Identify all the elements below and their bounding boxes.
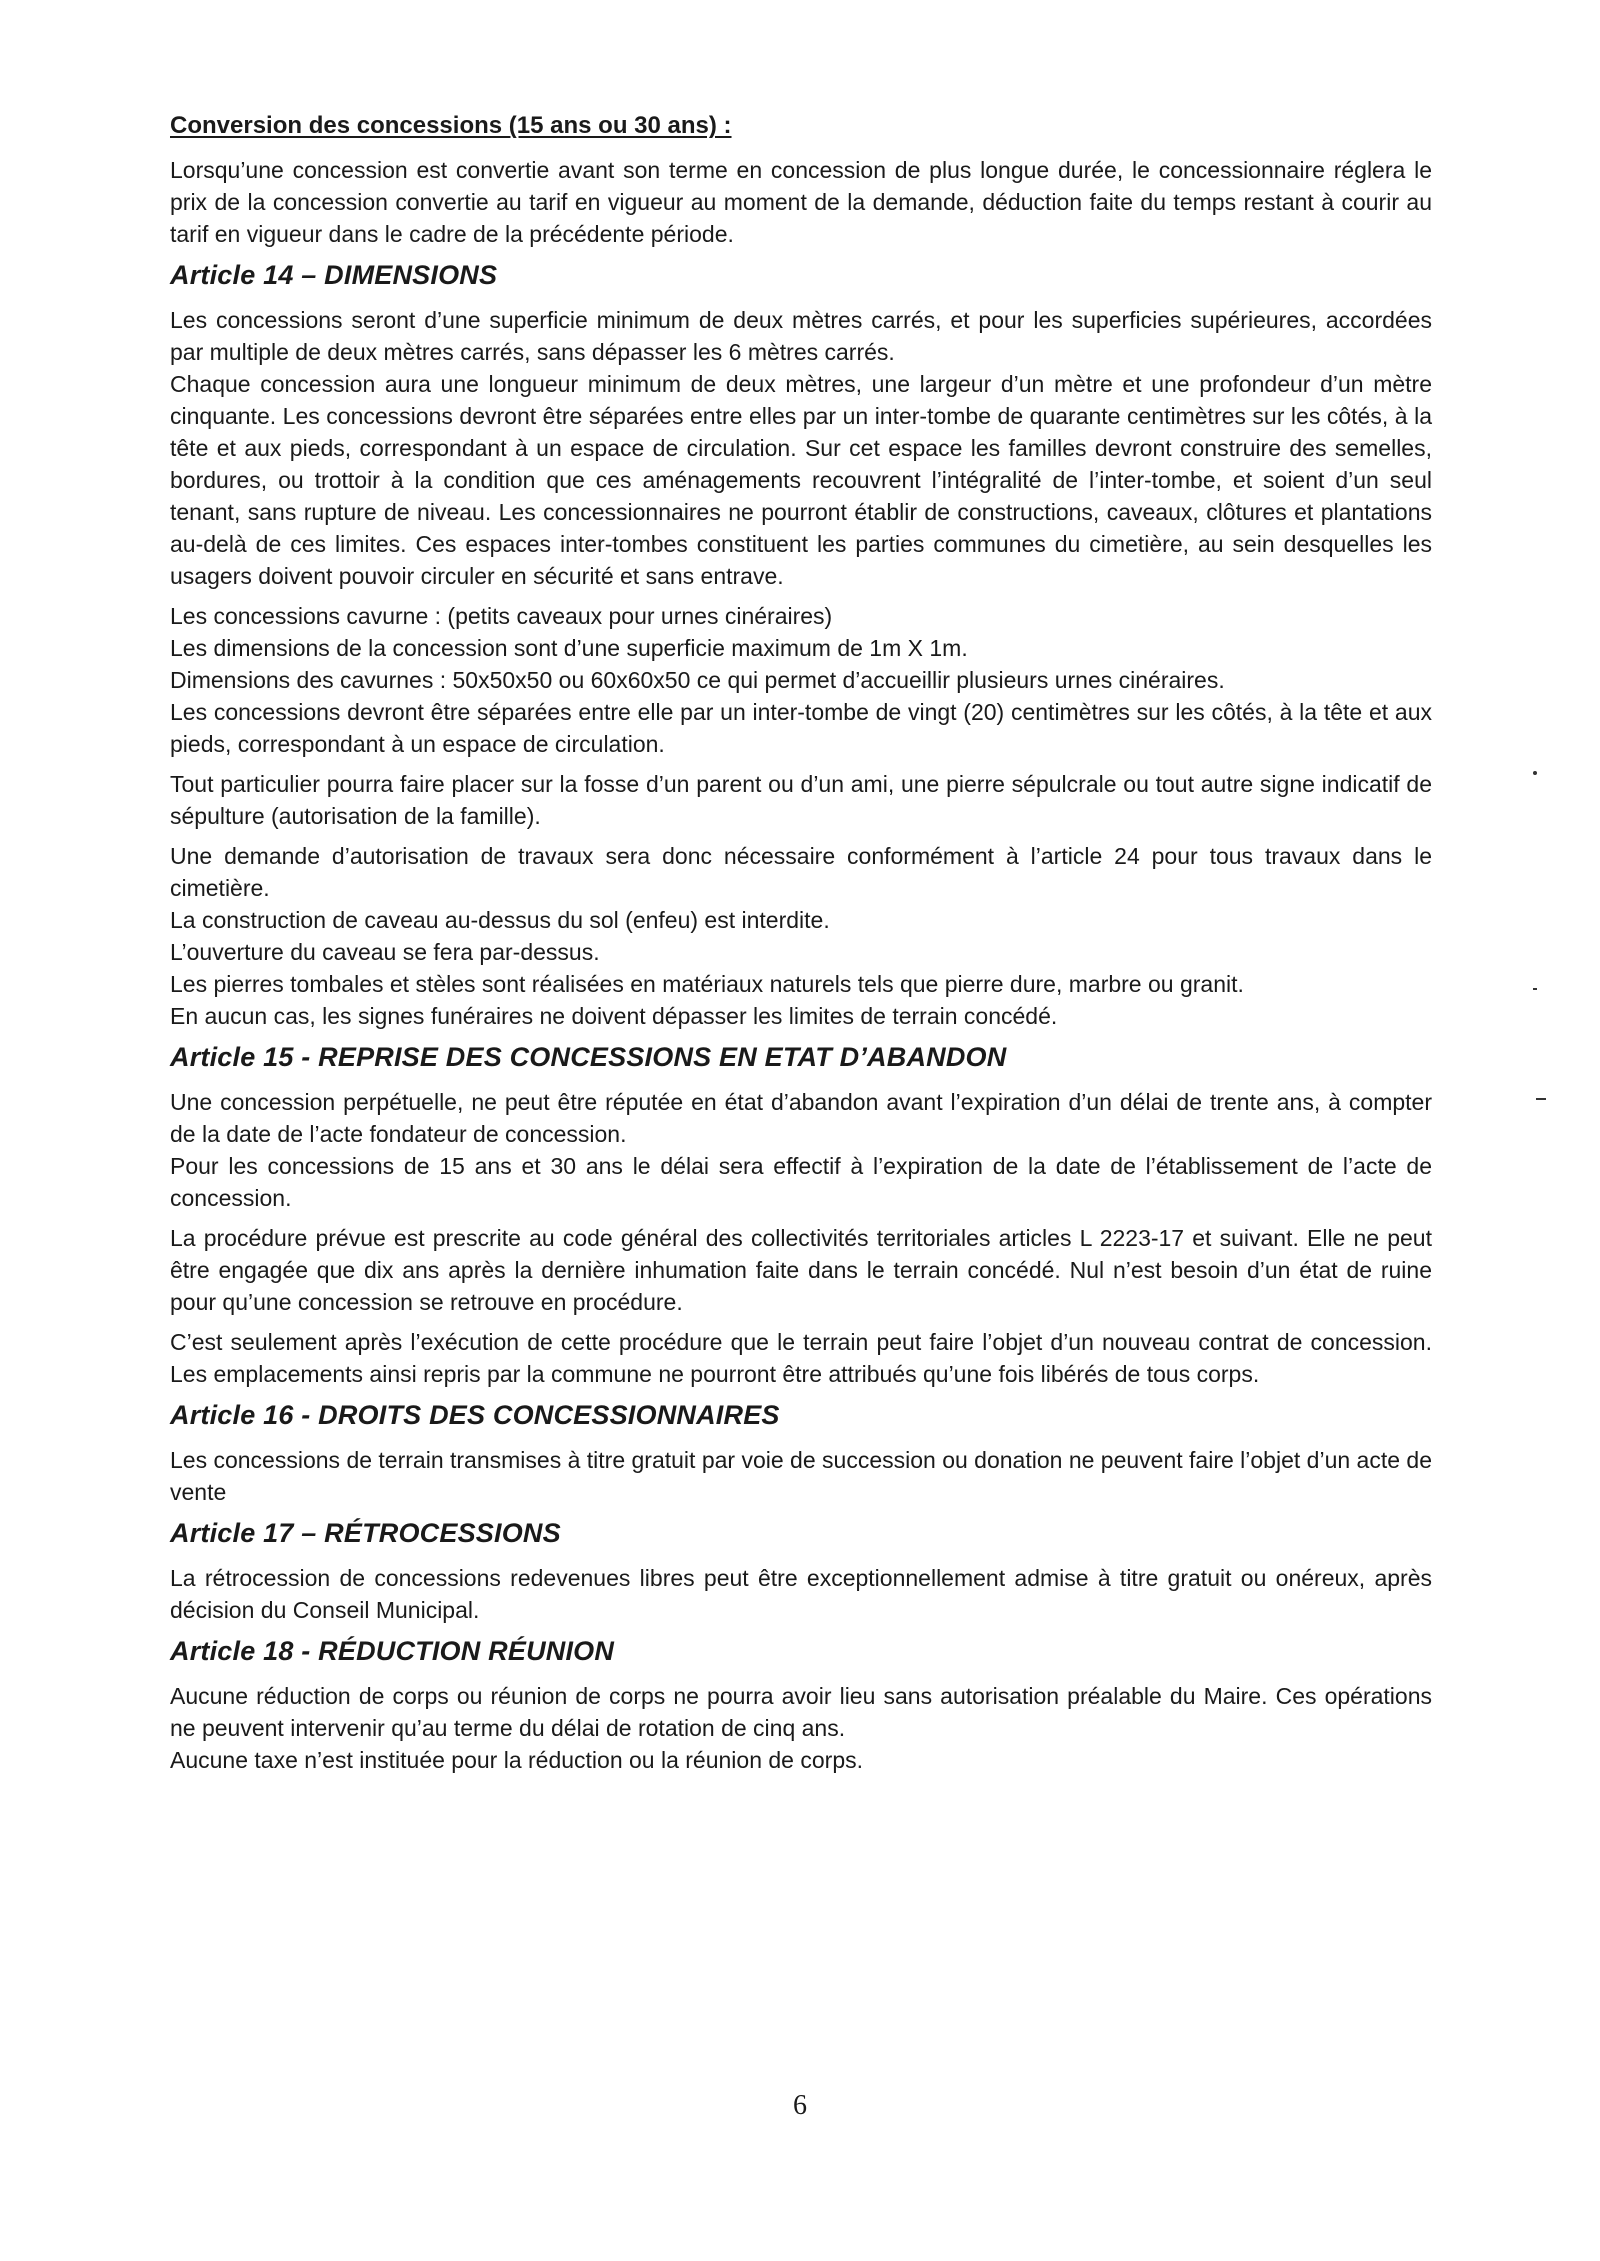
paragraph (170, 840, 1432, 1032)
paragraph (170, 768, 1432, 832)
paragraph-line: C’est seulement après l’exécution de cette procédure que le terrain peut faire l’objet d’un nouveau contrat de concession. Les emplacements ainsi repris par la commune ne pourront être attribués qu’une fois libérés de tous corps. (170, 1329, 1432, 1387)
paragraph-line: Une demande d’autorisation de travaux sera donc nécessaire conformément à l’article 24 pour tous travaux dans le cimetière. (170, 843, 1432, 901)
article-section (170, 1398, 1432, 1508)
paragraph-line: Dimensions des cavurnes : 50x50x50 ou 60x60x50 ce qui permet d’accueillir plusieurs urnes cinéraires. (170, 667, 1225, 693)
paragraph-line: L’ouverture du caveau se fera par-dessus. (170, 939, 600, 965)
paragraph-line: Tout particulier pourra faire placer sur la fosse d’un parent ou d’un ami, une pierre sépulcrale ou tout autre signe indicatif de sépulture (autorisation de la famille). (170, 771, 1432, 829)
paragraph-line: Les pierres tombales et stèles sont réalisées en matériaux naturels tels que pierre dure, marbre ou granit. (170, 971, 1244, 997)
article-heading: Article 17 – RÉTROCESSIONS (170, 1518, 561, 1548)
paragraph-line: Aucune réduction de corps ou réunion de corps ne pourra avoir lieu sans autorisation préalable du Maire. Ces opérations ne peuvent intervenir qu’au terme du délai de rotation de cinq ans. (170, 1683, 1432, 1741)
document-page (170, 110, 1432, 1784)
scan-speck (1533, 771, 1537, 775)
article-heading: Article 14 – DIMENSIONS (170, 260, 498, 290)
paragraph (170, 1086, 1432, 1214)
article-section (170, 258, 1432, 1032)
article-section (170, 1634, 1432, 1776)
paragraph-line: La rétrocession de concessions redevenues libres peut être exceptionnellement admise à titre gratuit ou onéreux, après décision du Conseil Municipal. (170, 1565, 1432, 1623)
scan-speck (1533, 988, 1537, 990)
paragraph-line: La procédure prévue est prescrite au code général des collectivités territoriales articles L 2223-17 et suivant. Elle ne peut être engagée que dix ans après la dernière inhumation faite dans le terrain concédé. Nul n’est besoin d’un état de ruine pour qu’une concession se retrouve en procédure. (170, 1225, 1432, 1315)
article-heading: Article 18 - RÉDUCTION RÉUNION (170, 1636, 615, 1666)
article-heading: Article 16 - DROITS DES CONCESSIONNAIRES (170, 1400, 780, 1430)
article-section (170, 1516, 1432, 1626)
page-number: 6 (793, 2090, 807, 2121)
articles-container (170, 258, 1432, 1776)
paragraph-line: Les concessions devront être séparées entre elle par un inter-tombe de vingt (20) centimètres sur les côtés, à la tête et aux pieds, correspondant à un espace de circulation. (170, 699, 1432, 757)
paragraph (170, 304, 1432, 592)
paragraph-line: En aucun cas, les signes funéraires ne doivent dépasser les limites de terrain concédé. (170, 1003, 1058, 1029)
article-heading: Article 15 - REPRISE DES CONCESSIONS EN ETAT D’ABANDON (170, 1042, 1007, 1072)
scan-speck (1536, 1098, 1546, 1100)
paragraph (170, 1562, 1432, 1626)
article-section (170, 1040, 1432, 1390)
paragraph-line: Une concession perpétuelle, ne peut être réputée en état d’abandon avant l’expiration d’un délai de trente ans, à compter de la date de l’acte fondateur de concession. (170, 1089, 1432, 1147)
paragraph-line: Les dimensions de la concession sont d’une superficie maximum de 1m X 1m. (170, 635, 968, 661)
paragraph-line: Les concessions seront d’une superficie minimum de deux mètres carrés, et pour les superficies supérieures, accordées par multiple de deux mètres carrés, sans dépasser les 6 mètres carrés. (170, 307, 1432, 365)
paragraph (170, 1326, 1432, 1390)
paragraph-line: Les concessions de terrain transmises à titre gratuit par voie de succession ou donation ne peuvent faire l’objet d’un acte de vente (170, 1447, 1432, 1505)
paragraph-line: Les concessions cavurne : (petits caveaux pour urnes cinéraires) (170, 603, 833, 629)
paragraph (170, 1680, 1432, 1776)
section-title: Conversion des concessions (15 ans ou 30 ans) : (170, 112, 732, 139)
paragraph-line: Chaque concession aura une longueur minimum de deux mètres, une largeur d’un mètre et une profondeur d’un mètre cinquante. Les concessions devront être séparées entre elles par un inter-tombe de quarante centimètres sur les côtés, à la tête et aux pieds, correspondant à un espace de circulation. Sur cet espace les familles devront construire des semelles, bordures, ou trottoir à la condition que ces aménagements recouvrent l’intégralité de l’inter-tombe, et soient d’un seul tenant, sans rupture de niveau. Les concessionnaires ne pourront établir de constructions, caveaux, clôtures et plantations au-delà de ces limites. Ces espaces inter-tombes constituent les parties communes du cimetière, au sein desquelles les usagers doivent pouvoir circuler en sécurité et sans entrave. (170, 371, 1432, 589)
paragraph-line: Aucune taxe n’est instituée pour la réduction ou la réunion de corps. (170, 1747, 863, 1773)
intro-paragraph: Lorsqu’une concession est convertie avant son terme en concession de plus longue durée, le concessionnaire réglera le prix de la concession convertie au tarif en vigueur au moment de la demande, déduction faite du temps restant à courir au tarif en vigueur dans le cadre de la précédente période. (170, 157, 1432, 247)
paragraph-line: Pour les concessions de 15 ans et 30 ans le délai sera effectif à l’expiration de la date de l’établissement de l’acte de concession. (170, 1153, 1432, 1211)
paragraph (170, 1444, 1432, 1508)
paragraph-line: La construction de caveau au-dessus du sol (enfeu) est interdite. (170, 907, 830, 933)
paragraph (170, 1222, 1432, 1318)
paragraph (170, 600, 1432, 760)
